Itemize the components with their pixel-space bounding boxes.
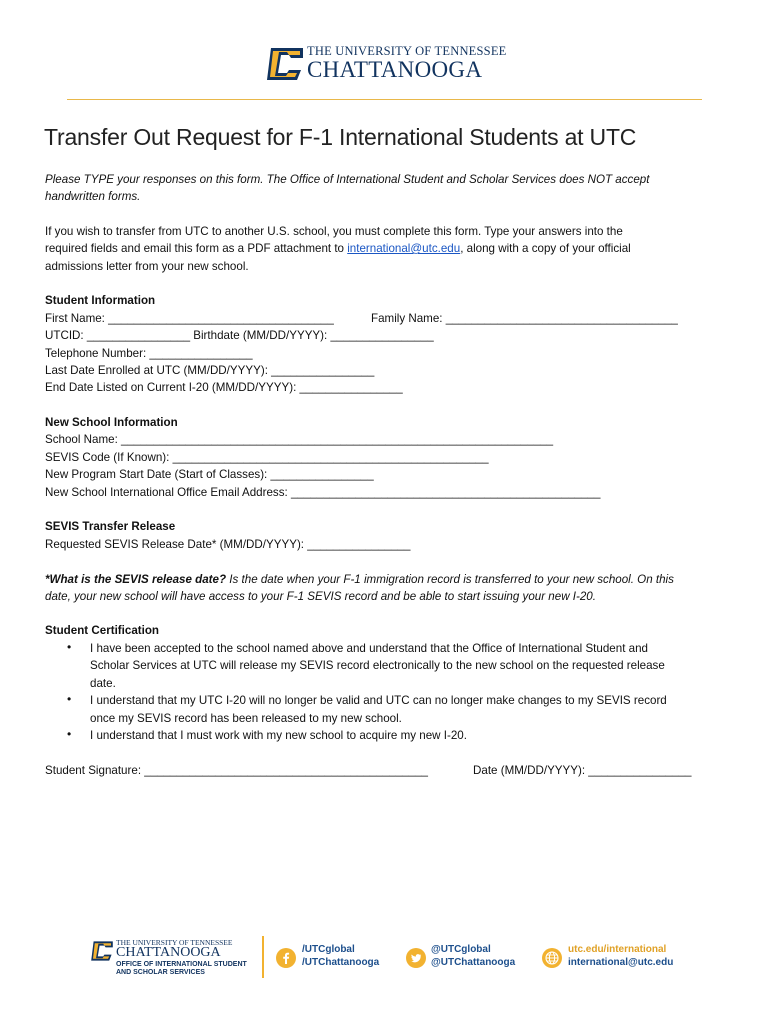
- power-c-icon: [265, 46, 305, 82]
- web-url[interactable]: utc.edu/international: [568, 944, 667, 955]
- sevis-note-line-1: [45, 571, 674, 589]
- bullet-1: •: [67, 640, 72, 654]
- cert-2-line-1: I understand that my UTC I-20 will no longer be valid and UTC can no longer make changes to my SEVIS record: [90, 694, 667, 707]
- footer-logo: [90, 938, 250, 980]
- email-link[interactable]: international@utc.edu: [347, 242, 461, 255]
- sevis-note-line-2: date, your new school will have access to your F-1 SEVIS record and be able to start issuing your new I-20.: [45, 590, 596, 603]
- notice-line-2: handwritten forms.: [45, 190, 141, 203]
- cert-1-line-2: Scholar Services at UTC will release my SEVIS record electronically to the new school on the requested release: [90, 659, 665, 672]
- footer-campus: CHATTANOOGA: [116, 945, 221, 960]
- header-rule: [67, 99, 702, 100]
- sevis-release-heading: SEVIS Transfer Release: [45, 520, 176, 533]
- footer-office-line-2: AND SCHOLAR SERVICES: [116, 969, 205, 976]
- signature-date-field[interactable]: Date (MM/DD/YYYY): ________________: [473, 764, 692, 777]
- facebook-handle-1[interactable]: /UTCglobal: [302, 944, 355, 955]
- sevis-note-question: *What is the SEVIS release date?: [45, 573, 227, 586]
- twitter-icon: [406, 948, 426, 968]
- facebook-handle-2[interactable]: /UTChattanooga: [302, 957, 380, 968]
- bullet-2: •: [67, 692, 72, 706]
- web-email[interactable]: international@utc.edu: [568, 957, 674, 968]
- telephone-field[interactable]: Telephone Number: ________________: [45, 347, 253, 360]
- logo-university-line: THE UNIVERSITY OF TENNESSEE: [307, 44, 507, 58]
- utc-logo: [265, 44, 510, 84]
- program-start-field[interactable]: New Program Start Date (Start of Classes): ________________: [45, 468, 374, 481]
- sevis-note-answer: Is the date when your F-1 immigration record is transferred to your new school. On this: [226, 573, 674, 586]
- footer-office-line-1: OFFICE OF INTERNATIONAL STUDENT: [116, 961, 247, 968]
- school-name-field[interactable]: School Name: ___________________________________________________________________: [45, 433, 554, 446]
- signature-field[interactable]: Student Signature: ____________________________________________: [45, 764, 428, 777]
- bullet-3: •: [67, 727, 72, 741]
- logo-campus: CHATTANOOGA: [307, 57, 483, 82]
- globe-icon: [542, 948, 562, 968]
- certification-heading: Student Certification: [45, 624, 160, 637]
- last-date-enrolled-field[interactable]: Last Date Enrolled at UTC (MM/DD/YYYY): ________________: [45, 364, 375, 377]
- power-c-icon: [90, 940, 114, 962]
- utcid-birthdate-field[interactable]: UTCID: ________________ Birthdate (MM/DD/YYYY): ________________: [45, 329, 434, 342]
- cert-1-line-1: I have been accepted to the school named above and understand that the Office of International Student and: [90, 642, 648, 655]
- cert-3-line-1: I understand that I must work with my new school to acquire my new I-20.: [90, 729, 467, 742]
- footer-university-line: THE UNIVERSITY OF TENNESSEE: [116, 938, 233, 947]
- intro-line-1: If you wish to transfer from UTC to another U.S. school, you must complete this form. Type your answers into the: [45, 225, 623, 238]
- intro-line-2: [45, 240, 631, 258]
- intro-line-3: admissions letter from your new school.: [45, 260, 249, 273]
- intro-line-2-before: required fields and email this form as a PDF attachment to: [45, 242, 348, 255]
- student-info-heading: Student Information: [45, 294, 156, 307]
- cert-2-line-2: once my SEVIS record has been released to my new school.: [90, 712, 402, 725]
- first-name-field[interactable]: First Name: ___________________________________: [45, 312, 334, 325]
- notice-line-1: Please TYPE your responses on this form. The Office of International Student and Scholar Services does NOT accept: [45, 173, 650, 186]
- page-title: Transfer Out Request for F-1 International Students at UTC: [44, 124, 637, 150]
- twitter-handle-2[interactable]: @UTChattanooga: [431, 957, 516, 968]
- office-email-field[interactable]: New School International Office Email Address: ________________________________________________: [45, 486, 601, 499]
- end-date-i20-field[interactable]: End Date Listed on Current I-20 (MM/DD/YYYY): ________________: [45, 381, 403, 394]
- twitter-handle-1[interactable]: @UTCglobal: [431, 944, 491, 955]
- intro-line-2-after: , along with a copy of your official: [460, 242, 631, 255]
- facebook-icon: [276, 948, 296, 968]
- cert-1-line-3: date.: [90, 677, 116, 690]
- new-school-heading: New School Information: [45, 416, 178, 429]
- sevis-release-date-field[interactable]: Requested SEVIS Release Date* (MM/DD/YYYY): ________________: [45, 538, 411, 551]
- family-name-field[interactable]: Family Name: ____________________________________: [371, 312, 678, 325]
- footer-divider: [262, 936, 264, 978]
- sevis-code-field[interactable]: SEVIS Code (If Known): _________________________________________________: [45, 451, 489, 464]
